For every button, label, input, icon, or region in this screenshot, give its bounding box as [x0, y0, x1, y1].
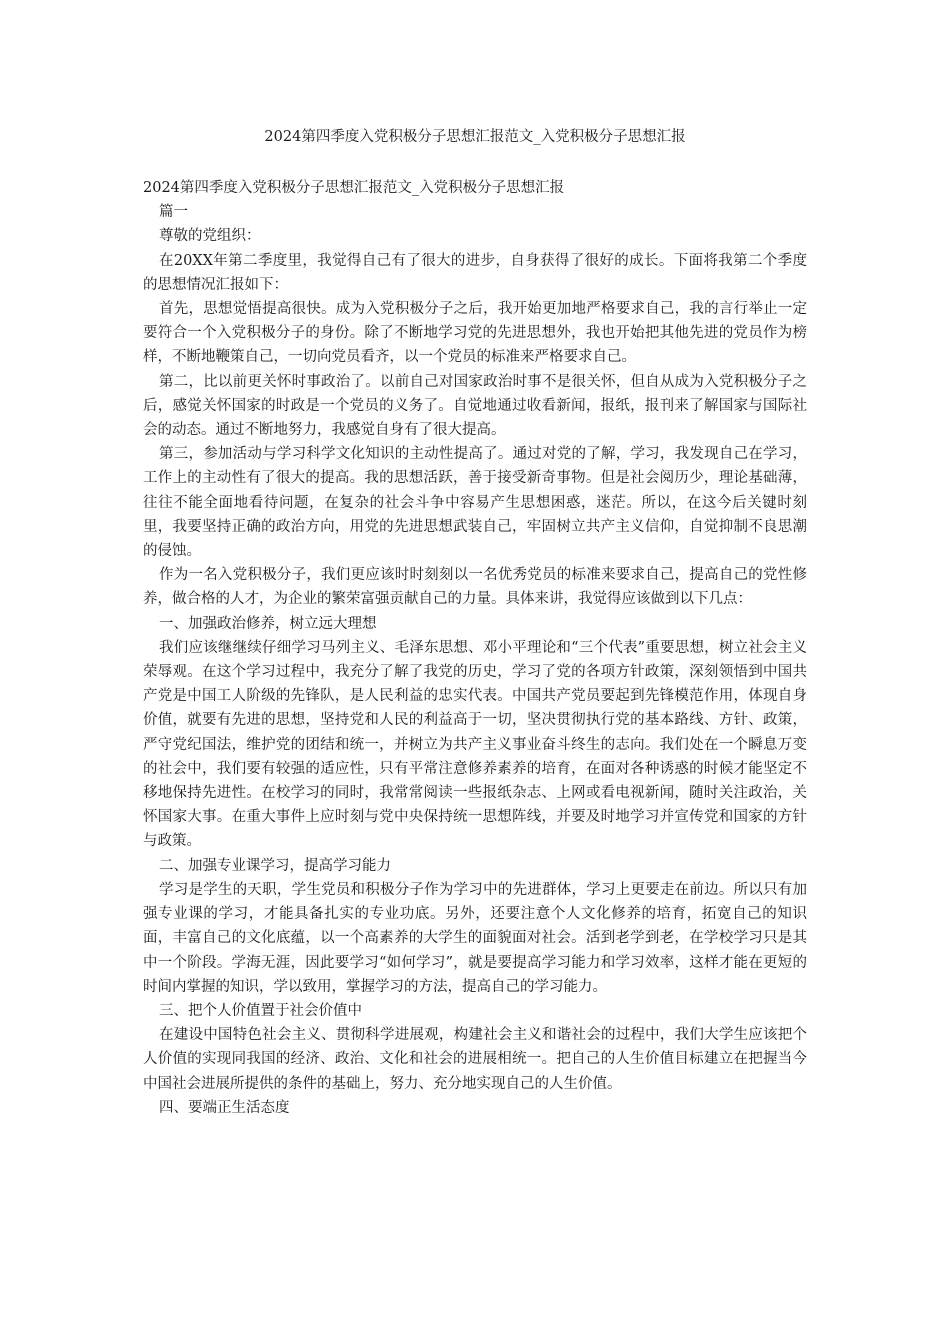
section-heading: 三、把个人价值置于社会价值中 — [159, 1002, 362, 1019]
section-heading: 二、加强专业课学习，提高学习能力 — [159, 857, 391, 874]
section-body: 我们应该继继续仔细学习马列主义、毛泽东思想、邓小平理论和“三个代表”重要思想，树立社会主义荣辱观。在这个学习过程中，我充分了解了我党的历史，学习了党的各项方针政策，深刻领悟到中国共产党是中国工人阶级的先锋队，是人民利益的忠实代表。中国共产党员要起到先锋模范作用，体现自身价值，就要有先进的思想，坚持党和人民的利益高于一切，坚决贯彻执行党的基本路线、方针、政策，严守党纪国法，维护党的团结和统一，并树立为共产主义事业奋斗终生的志向。我们处在一个瞬息万变的社会中，我们要有较强的适应性，只有平常注意修养素养的培育，在面对各种诱惑的时候才能坚定不移地保持先进性。在校学习的同时，我常常阅读一些报纸杂志、上网或看电视新闻，随时关注政治，关怀国家大事。在重大事件上应时刻与党中央保持统一思想阵线，并要及时地学习并宣传党和国家的方针与政策。 — [143, 639, 807, 850]
section-body: 在建设中国特色社会主义、贯彻科学进展观，构建社会主义和谐社会的过程中，我们大学生应该把个人价值的实现同我国的经济、政治、文化和社会的进展相统一。把自己的人生价值目标建立在把握当今中国社会进展所提供的条件的基础上，努力、充分地实现自己的人生价值。 — [143, 1027, 807, 1092]
paragraph: 第三，参加活动与学习科学文化知识的主动性提高了。通过对党的了解，学习，我发现自己在学习，工作上的主动性有了很大的提高。我的思想活跃，善于接受新奇事物。但是社会阅历少，理论基础薄，往往不能全面地看待问题，在复杂的社会斗争中容易产生思想困惑，迷茫。所以，在这今后关键时刻里，我要坚持正确的政治方向，用党的先进思想武装自己，牢固树立共产主义信仰，自觉抑制不良思潮的侵蚀。 — [143, 446, 807, 560]
section-heading: 四、要端正生活态度 — [159, 1099, 290, 1116]
section-heading: 一、加强政治修养，树立远大理想 — [159, 615, 377, 632]
salutation: 尊敬的党组织： — [159, 228, 261, 245]
document-body — [143, 176, 807, 1120]
paragraph: 第二，比以前更关怀时事政治了。以前自己对国家政治时事不是很关怀，但自从成为入党积极分子之后，感觉关怀国家的时政是一个党员的义务了。自觉地通过收看新闻，报纸，报刊来了解国家与国际社会的动态。通过不断地努力，我感觉自身有了很大提高。 — [143, 373, 807, 439]
paragraph: 作为一名入党积极分子，我们更应该时时刻刻以一名优秀党员的标准来要求自己，提高自己的党性修养，做合格的人才，为企业的繁荣富强贡献自己的力量。具体来讲，我觉得应该做到以下几点： — [143, 567, 807, 608]
part-label: 篇一 — [159, 204, 188, 221]
paragraph: 在20XX年第二季度里，我觉得自己有了很大的进步，自身获得了很好的成长。下面将我第二个季度的思想情况汇报如下： — [143, 252, 807, 293]
document-subtitle: 2024第四季度入党积极分子思想汇报范文_入党积极分子思想汇报 — [143, 180, 565, 196]
paragraph: 首先，思想觉悟提高很快。成为入党积极分子之后，我开始更加地严格要求自己，我的言行举止一定要符合一个入党积极分子的身份。除了不断地学习党的先进思想外，我也开始把其他先进的党员作为榜样，不断地鞭策自己，一切向党员看齐，以一个党员的标准来严格要求自己。 — [143, 301, 807, 366]
document-title: 2024第四季度入党积极分子思想汇报范文_入党积极分子思想汇报 — [264, 129, 686, 145]
section-body: 学习是学生的天职，学生党员和积极分子作为学习中的先进群体，学习上更要走在前边。所以只有加强专业课的学习，才能具备扎实的专业功底。另外，还要注意个人文化修养的培育，拓宽自己的知识面，丰富自己的文化底蕴，以一个高素养的大学生的面貌面对社会。活到老学到老，在学校学习只是其中一个阶段。学海无涯，因此要学习“如何学习”，就是要提高学习能力和学习效率，这样才能在更短的时间内掌握的知识，学以致用，掌握学习的方法，提高自己的学习能力。 — [143, 881, 807, 995]
